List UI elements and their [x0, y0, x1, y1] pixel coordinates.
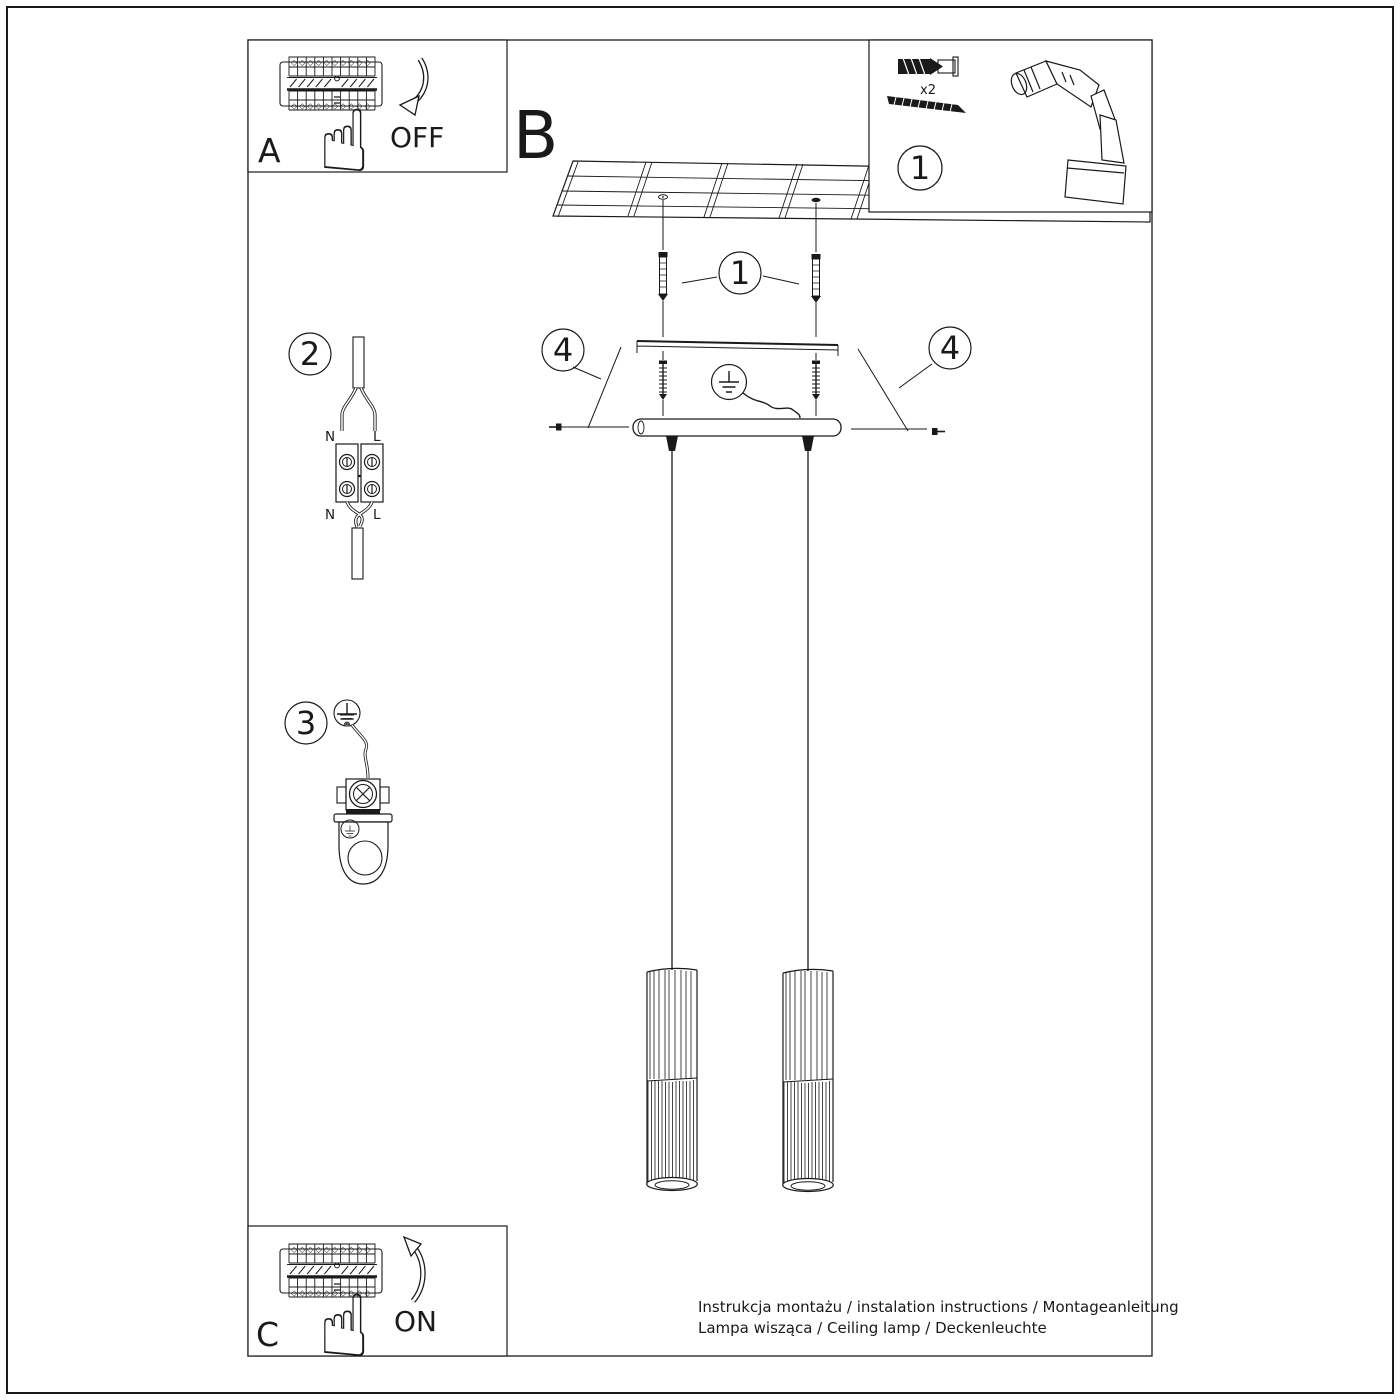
pointing-hand-icon: ☝	[318, 1277, 371, 1377]
ground-wire	[352, 725, 368, 778]
footer-line-1: Instrukcja montażu / instalation instructions / Montageanleitung	[698, 1298, 1179, 1316]
wire-label-l-top: L	[373, 429, 381, 445]
callout-number-anchors: 1	[729, 254, 751, 292]
ceiling-hole-right	[812, 198, 821, 202]
pendant-lamp-right	[783, 969, 834, 1191]
power-on-text: ON	[394, 1305, 437, 1338]
footer	[698, 1298, 1179, 1337]
main-frame	[248, 40, 1152, 1356]
wire-label-n-top: N	[325, 429, 336, 445]
wiring-diagram	[289, 333, 383, 579]
wire-label-n-bottom: N	[325, 507, 336, 523]
wall-anchor-right-icon	[811, 254, 821, 303]
pendant-lamp-left	[647, 968, 698, 1190]
ground-clamp-diagram	[285, 700, 392, 884]
step-c-panel	[248, 1226, 507, 1377]
mains-cable-top	[353, 337, 364, 388]
ground-terminal-clamp	[337, 779, 389, 814]
side-screw-right-icon	[932, 428, 945, 435]
wire-merge-bottom	[347, 502, 372, 527]
power-off-text: OFF	[390, 121, 445, 154]
anchor-quantity-label: x2	[920, 83, 936, 98]
pointing-hand-icon: ☝	[318, 92, 371, 192]
mount-plate-bracket	[334, 814, 392, 884]
step-c-label: C	[256, 1315, 280, 1354]
wire-label-l-bottom: L	[373, 507, 381, 523]
terminal-block	[336, 444, 383, 502]
callout-number-screw-right: 4	[939, 329, 961, 367]
callout-number-wiring: 2	[299, 335, 321, 373]
instruction-sheet: ◇◇◇◇◇◇◇◇◇◇ ◇◇◇◇◇◇◇◇◇◇ 1 4 4 B A ☝ OFF x2 1 2 N L N L 3 C ☝ ON Instrukcja montażu / instalation instructions / Montageanleitung Lampa wisząca / Ceiling lamp / Deckenleuchte	[0, 0, 1400, 1400]
mount-screw-left-icon	[659, 361, 667, 401]
step-b-label: B	[513, 97, 559, 174]
parts-box	[869, 40, 1152, 212]
page-border	[7, 7, 1393, 1393]
callout-number-ground: 3	[295, 704, 317, 742]
callout-number-screw-left: 4	[552, 331, 574, 369]
canopy	[633, 419, 841, 971]
mains-cable-bottom	[352, 528, 363, 579]
wall-anchor-left-icon	[658, 252, 668, 301]
cord-grip-right	[802, 436, 814, 451]
anchor-assembly	[658, 200, 821, 337]
step-a-label: A	[258, 131, 281, 170]
earth-wire	[743, 393, 800, 418]
cord-grip-left	[666, 436, 678, 451]
side-screw-left-icon	[549, 424, 562, 431]
footer-line-2: Lampa wisząca / Ceiling lamp / Deckenleuchte	[698, 1319, 1047, 1337]
wire-split-top	[342, 388, 375, 431]
step-a-panel	[248, 40, 507, 192]
callout-number-parts: 1	[909, 149, 931, 187]
mount-screw-right-icon	[812, 361, 820, 401]
